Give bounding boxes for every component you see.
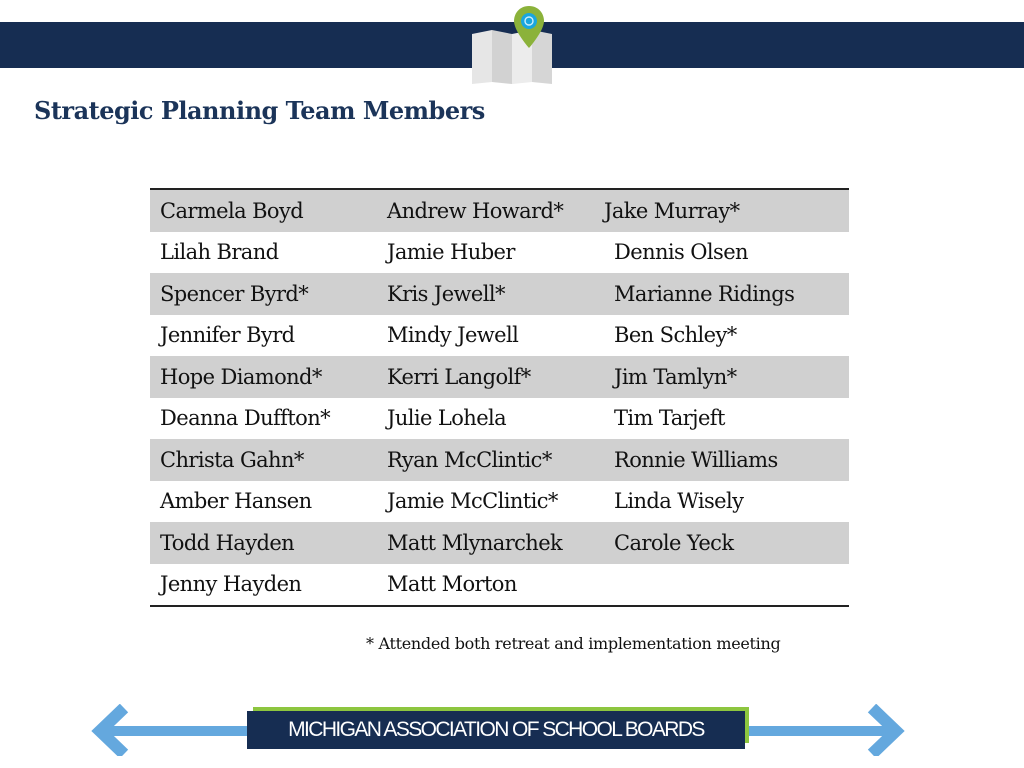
member-cell: Hope Diamond*: [150, 356, 377, 398]
member-cell: Matt Mlynarchek: [377, 522, 604, 564]
member-cell: [604, 564, 849, 607]
team-members-table: [150, 188, 849, 607]
member-cell: Marianne Ridings: [604, 273, 849, 315]
member-cell: Jamie McClintic*: [387, 489, 558, 514]
member-cell: Jamie Huber: [387, 240, 515, 265]
member-cell: Kris Jewell*: [377, 273, 604, 315]
member-cell: Ryan McClintic*: [377, 439, 604, 481]
member-cell: Christa Gahn*: [150, 439, 377, 481]
table-row: [150, 189, 849, 232]
member-cell: Jennifer Byrd: [160, 323, 295, 348]
table-row: [150, 522, 849, 564]
member-cell: Kerri Langolf*: [377, 356, 604, 398]
member-cell: Spencer Byrd*: [150, 273, 377, 315]
table-row: [150, 398, 849, 440]
table-row: [150, 481, 849, 523]
member-cell: Mindy Jewell: [387, 323, 519, 348]
member-cell: Jim Tamlyn*: [604, 356, 849, 398]
table-row: [150, 439, 849, 481]
member-cell: Carole Yeck: [604, 522, 849, 564]
table-row: [150, 564, 849, 607]
member-cell: Ben Schley*: [614, 323, 737, 348]
member-cell: Andrew Howard*: [377, 189, 604, 232]
member-cell: Jake Murray*: [604, 189, 849, 232]
organization-name: MICHIGAN ASSOCIATION OF SCHOOL BOARDS: [288, 718, 704, 741]
table-row: [150, 315, 849, 357]
arrow-right-icon: [866, 704, 906, 756]
brand-box: [247, 711, 745, 749]
member-cell: Linda Wisely: [614, 489, 744, 514]
table-row: [150, 356, 849, 398]
attendance-footnote: * Attended both retreat and implementation meeting: [366, 634, 781, 653]
table-row: [150, 273, 849, 315]
member-cell: Deanna Duffton*: [160, 406, 331, 431]
member-cell: Amber Hansen: [160, 489, 312, 514]
member-cell: Jenny Hayden: [160, 572, 302, 597]
table-row: [150, 232, 849, 274]
footer-banner: [90, 700, 910, 760]
page-title: Strategic Planning Team Members: [34, 96, 485, 125]
member-cell: Julie Lohela: [387, 406, 507, 431]
map-pin-icon: [470, 4, 554, 84]
member-cell: Tim Tarjeft: [614, 406, 725, 431]
member-cell: Carmela Boyd: [150, 189, 377, 232]
member-cell: Lilah Brand: [160, 240, 279, 265]
member-cell: Todd Hayden: [150, 522, 377, 564]
arrow-left-line: [104, 726, 254, 736]
member-cell: Matt Morton: [387, 572, 517, 597]
member-cell: Dennis Olsen: [614, 240, 748, 265]
member-cell: Ronnie Williams: [604, 439, 849, 481]
